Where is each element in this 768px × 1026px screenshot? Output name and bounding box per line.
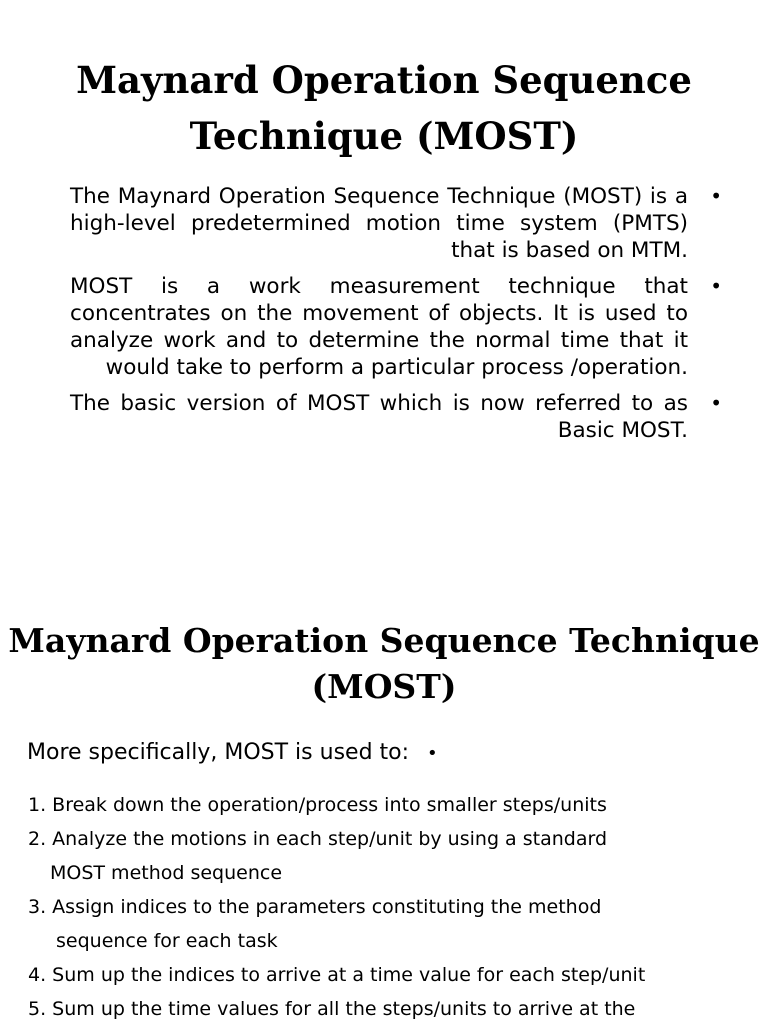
step-item <box>28 958 748 992</box>
slide-1-bullet-item <box>70 183 730 264</box>
step-text: 5. Sum up the time values for all the steps/units to arrive at the <box>28 998 636 1020</box>
slide-2-intro <box>27 738 438 769</box>
slide-1-bullet-text: The Maynard Operation Sequence Technique (MOST) is a high-level predetermined motion time system (PMTS) that is based on MTM. <box>70 184 688 263</box>
slide-2 <box>0 560 768 1024</box>
bullet-icon: • <box>710 184 722 208</box>
bullet-icon: • <box>710 274 722 298</box>
step-text: 2. Analyze the motions in each step/unit by using a standard <box>28 828 607 850</box>
slide-1-bullet-item <box>70 273 730 381</box>
slide-1-bullet-text: MOST is a work measurement technique that concentrates on the movement of objects. It is used to analyze work and to determine the normal time that it would take to perform a particular process /operation. <box>70 274 688 380</box>
step-item <box>28 788 748 822</box>
step-text: 4. Sum up the indices to arrive at a time value for each step/unit <box>28 964 646 986</box>
bullet-icon: • <box>710 391 722 415</box>
slide-2-title-line-2: (MOST) <box>311 667 457 706</box>
step-text-continued: sequence for each task <box>56 930 278 952</box>
slide-1-bullet-list <box>70 183 730 453</box>
slide-2-title-line-1: Maynard Operation Sequence Technique <box>8 621 760 660</box>
step-item <box>28 992 748 1026</box>
slide-2-steps-list <box>28 788 748 1026</box>
slide-1-title <box>0 52 768 164</box>
slide-2-title <box>0 618 768 710</box>
step-item <box>28 890 748 958</box>
slide-2-intro-text: More specifically, MOST is used to: <box>27 740 410 765</box>
slide-1-title-line-2: Technique (MOST) <box>189 114 579 158</box>
step-text-continued: MOST method sequence <box>50 862 283 884</box>
slide-1-title-line-1: Maynard Operation Sequence <box>76 58 692 102</box>
slide-1-bullet-item <box>70 390 730 444</box>
step-text: 3. Assign indices to the parameters constituting the method <box>28 896 602 918</box>
step-text: 1. Break down the operation/process into smaller steps/units <box>28 794 607 816</box>
step-item <box>28 822 748 890</box>
slide-1-bullet-text: The basic version of MOST which is now referred to as Basic MOST. <box>70 391 688 443</box>
bullet-icon: • <box>427 743 438 764</box>
